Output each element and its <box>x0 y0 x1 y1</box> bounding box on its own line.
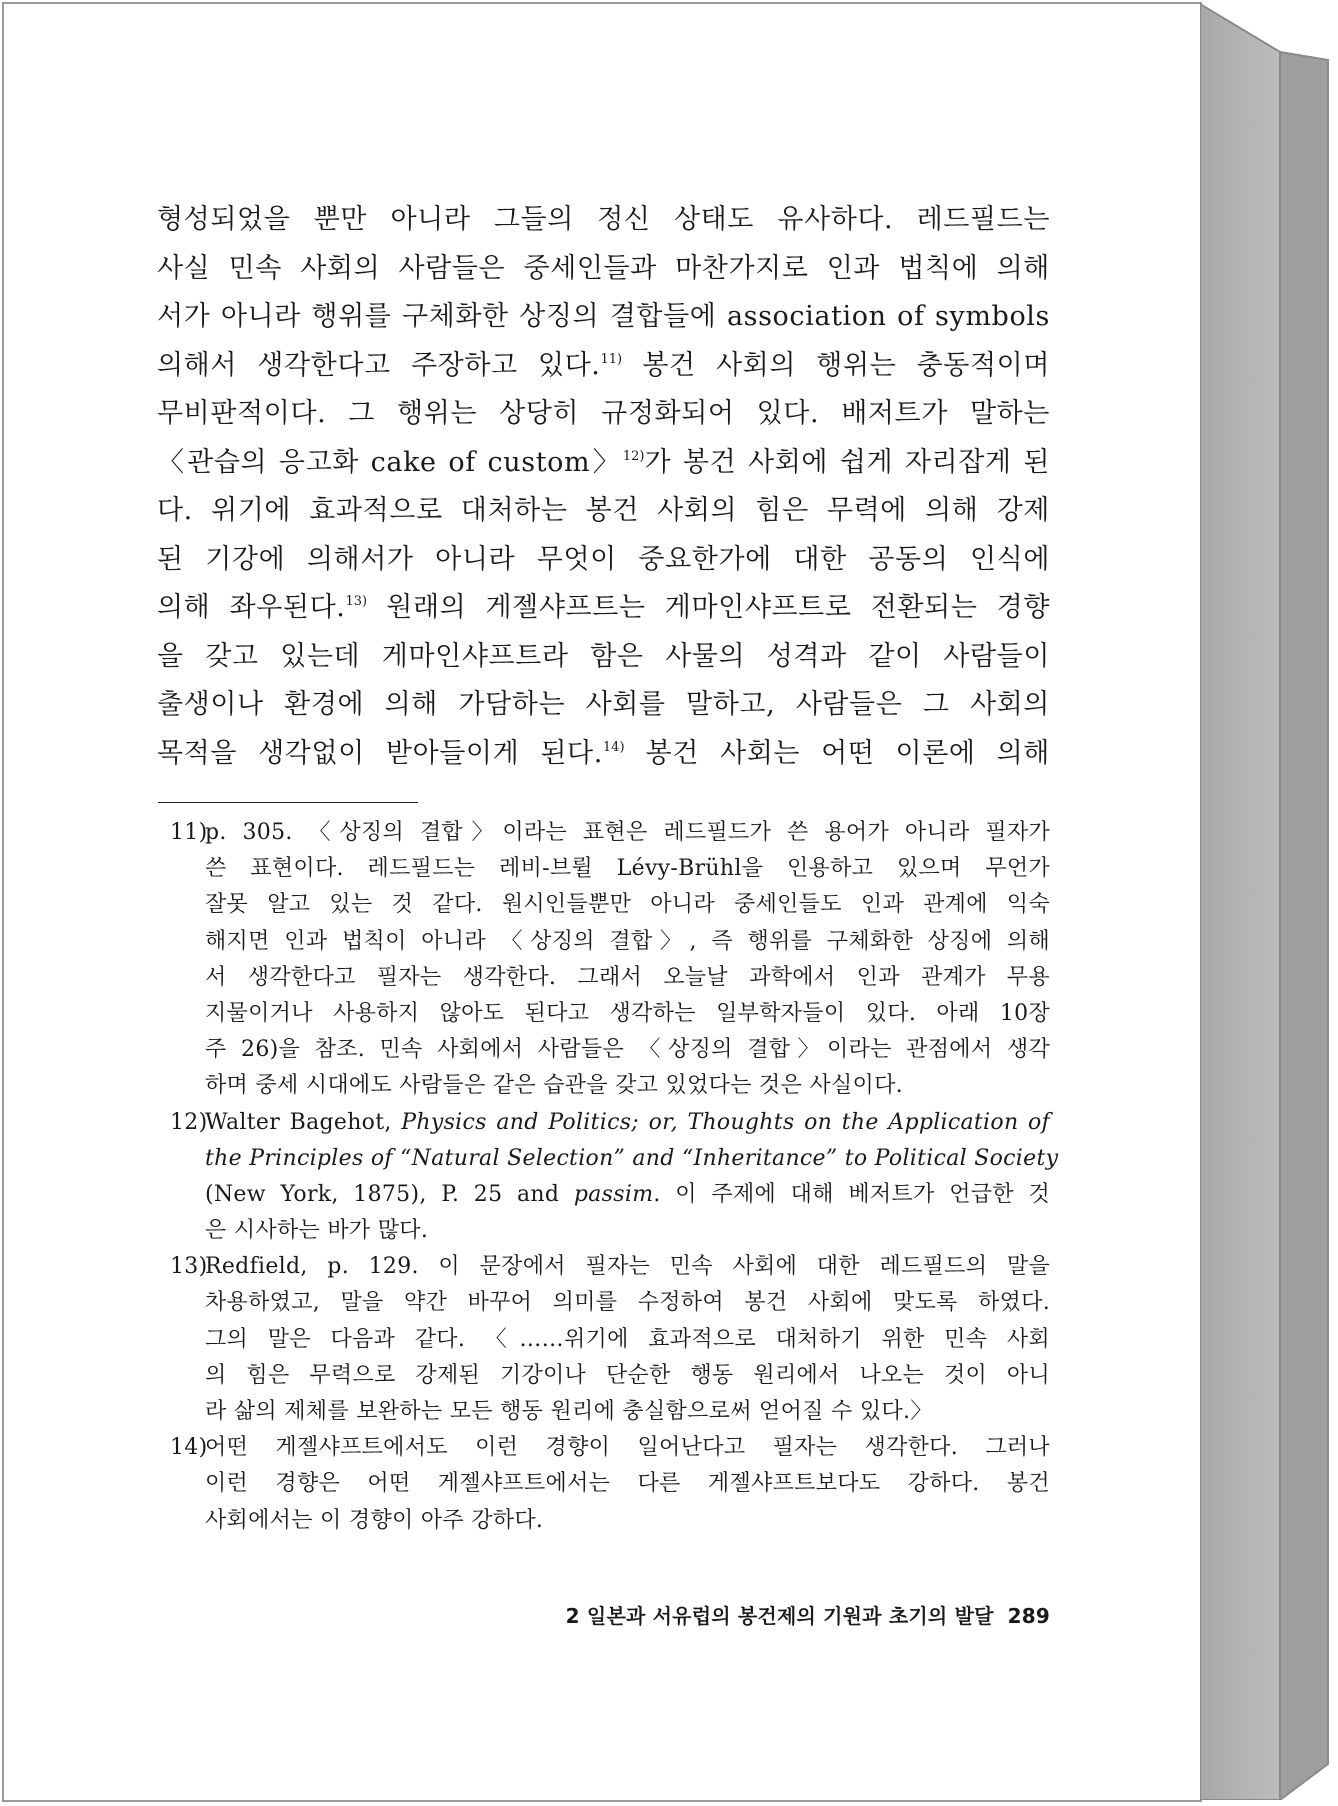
footnotes <box>170 815 1059 1539</box>
footnote-line: Redfield, p. 129. 이 문장에서 필자는 민속 사회에 대한 레드필드의 말을 <box>205 1254 1050 1280</box>
footnote-line: 차용하였고, 말을 약간 바꾸어 의미를 수정하여 봉건 사회에 맞도록 하였다. <box>205 1290 1050 1316</box>
page-footer <box>440 1600 1050 1629</box>
footnote-line: 하며 중세 시대에도 사람들은 같은 습관을 갖고 있었다는 것은 사실이다. <box>205 1073 903 1099</box>
body-line: 〈관습의 응고화 cake of custom〉$^{12)}$가 봉건 사회에 쉽게 자리잡게 된 <box>157 446 1050 478</box>
footnote-line: 지물이거나 사용하지 않아도 된다고 생각하는 일부학자들이 있다. 아래 10장 <box>205 1000 1050 1026</box>
footnote-ref: 12) <box>622 448 645 464</box>
footnote-line: p. 305. 〈상징의 결합〉이라는 표현은 레드필드가 쓴 용어가 아니라 필자가 <box>205 820 1050 845</box>
body-line: 형성되었을 뿐만 아니라 그들의 정신 상태도 유사하다. 레드필드는 <box>157 204 1050 235</box>
footnote-number: 13) <box>170 1254 208 1280</box>
body-line: 의해 좌우된다.$^{13)}$ 원래의 게젤샤프트는 게마인샤프트로 전환되는 경향 <box>157 592 1050 623</box>
body-line: 사실 민속 사회의 사람들은 중세인들과 마찬가지로 인과 법칙에 의해 <box>157 252 1050 284</box>
page-number: 289 <box>1007 1604 1050 1628</box>
chapter-title: 2 일본과 서유럽의 봉건제의 기원과 초기의 발달 <box>565 1604 994 1628</box>
footnote-line: 은 시사하는 바가 많다. <box>205 1218 429 1244</box>
footnote-line: 주 26)을 참조. 민속 사회에서 사람들은 〈상징의 결합〉이라는 관점에서 생각 <box>205 1037 1050 1063</box>
footnote-line: 의 힘은 무력으로 강제된 기강이나 단순한 행동 원리에서 나오는 것이 아니 <box>205 1362 1050 1388</box>
main-text <box>157 196 1050 778</box>
footnote-number: 12) <box>170 1109 208 1135</box>
book-spine-edge <box>1200 4 1330 1800</box>
footnote-line: the Principles of “Natural Selection” and “Inheritance” to Political Society <box>205 1145 1059 1171</box>
footnote-line: (New York, 1875), P. 25 and passim. 이 주제에 대해 베저트가 언급한 것 <box>205 1181 1050 1207</box>
footnote-number: 14) <box>170 1435 208 1461</box>
footnote-line: 그의 말은 다음과 같다. 〈……위기에 효과적으로 대처하기 위한 민속 사회 <box>205 1326 1050 1352</box>
footnote-line: 잘못 알고 있는 것 같다. 원시인들뿐만 아니라 중세인들도 인과 관계에 익숙 <box>205 892 1050 918</box>
body-line: 무비판적이다. 그 행위는 상당히 규정화되어 있다. 배저트가 말하는 <box>157 398 1050 429</box>
footnote-ref: 14) <box>602 739 625 755</box>
footnote-line: 사회에서는 이 경향이 아주 강하다. <box>205 1507 544 1533</box>
body-line: 된 기강에 의해서가 아니라 무엇이 중요한가에 대한 공동의 인식에 <box>157 543 1050 575</box>
footnote-line: 라 삶의 제체를 보완하는 모든 행동 원리에 충실함으로써 얻어질 수 있다.〉 <box>205 1399 933 1424</box>
body-line: 을 갖고 있는데 게마인샤프트라 함은 사물의 성격과 같이 사람들이 <box>157 640 1050 672</box>
body-line: 출생이나 환경에 의해 가담하는 사회를 말하고, 사람들은 그 사회의 <box>157 689 1050 720</box>
footnote-line: 어떤 게젤샤프트에서도 이런 경향이 일어난다고 필자는 생각한다. 그러나 <box>205 1435 1050 1461</box>
footnote-line: Walter Bagehot, Physics and Politics; or, Thoughts on the Application of <box>205 1109 1050 1135</box>
footnote-number: 11) <box>170 820 208 845</box>
footnote-line: 서 생각한다고 필자는 생각한다. 그래서 오늘날 과학에서 인과 관계가 무용 <box>205 964 1050 990</box>
body-line: 목적을 생각없이 받아들이게 된다.$^{14)}$ 봉건 사회는 어떤 이론에 의해 <box>157 737 1050 769</box>
footnote <box>170 1430 1050 1539</box>
footnote-line: 이런 경향은 어떤 게젤샤프트에서는 다른 게젤샤프트보다도 강하다. 봉건 <box>205 1471 1050 1497</box>
footnote <box>170 1249 1050 1430</box>
footnote <box>170 1105 1059 1250</box>
footnote-ref: 13) <box>345 594 368 609</box>
footnote-line: 해지면 인과 법칙이 아니라 〈상징의 결합〉, 즉 행위를 구체화한 상징에 의해 <box>205 928 1050 954</box>
footnote-line: 쓴 표현이다. 레드필드는 레비-브륄 Lévy-Brühl을 인용하고 있으며 무언가 <box>205 856 1050 882</box>
body-line: 서가 아니라 행위를 구체화한 상징의 결합들에 association of symbols <box>157 301 1050 332</box>
footnote-ref: 11) <box>600 351 623 367</box>
footnote-rule <box>158 802 418 803</box>
body-line: 다. 위기에 효과적으로 대처하는 봉건 사회의 힘은 무력에 의해 강제 <box>157 495 1050 526</box>
body-line: 의해서 생각한다고 주장하고 있다.$^{11)}$ 봉건 사회의 행위는 충동적이며 <box>157 349 1050 381</box>
footnote <box>170 815 1050 1105</box>
